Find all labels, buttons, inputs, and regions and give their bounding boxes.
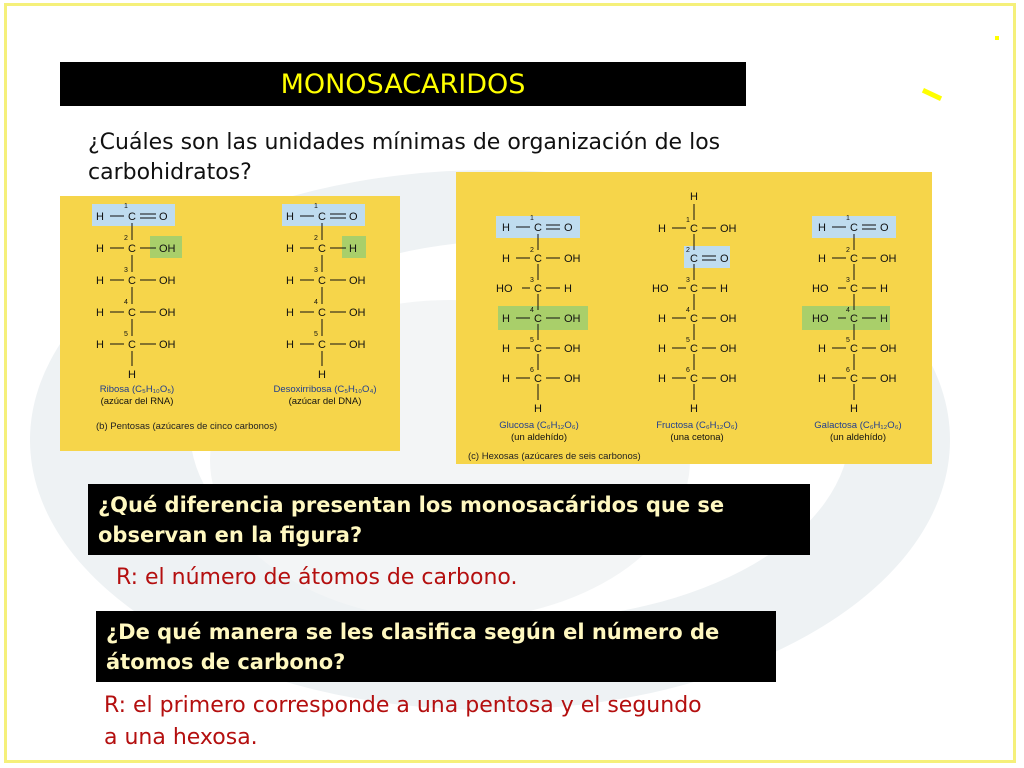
- svg-text:O: O: [720, 253, 729, 265]
- page-title: MONOSACARIDOS: [280, 68, 526, 100]
- svg-text:HO: HO: [496, 283, 513, 295]
- glucose-name: Glucosa (C₆H₁₂O₆): [499, 420, 579, 431]
- svg-text:OH: OH: [159, 275, 176, 287]
- svg-text:4: 4: [686, 307, 690, 314]
- svg-text:3: 3: [846, 277, 850, 284]
- svg-text:C: C: [850, 283, 858, 295]
- svg-text:HO: HO: [652, 283, 669, 295]
- svg-text:6: 6: [530, 367, 534, 374]
- svg-text:H: H: [286, 243, 294, 255]
- svg-text:H: H: [690, 403, 698, 415]
- svg-text:OH: OH: [720, 313, 737, 325]
- svg-text:H: H: [96, 275, 104, 287]
- svg-text:3: 3: [124, 267, 128, 274]
- svg-text:OH: OH: [880, 373, 897, 385]
- figure-hexoses: [456, 172, 932, 464]
- svg-text:OH: OH: [880, 343, 897, 355]
- svg-text:H: H: [818, 222, 826, 234]
- svg-text:3: 3: [530, 277, 534, 284]
- svg-text:H: H: [286, 275, 294, 287]
- svg-text:2: 2: [530, 247, 534, 254]
- fructose-desc: (una cetona): [670, 432, 724, 443]
- svg-text:1: 1: [124, 203, 128, 210]
- deoxyribose-desc: (azúcar del DNA): [288, 396, 362, 407]
- svg-text:H: H: [502, 253, 510, 265]
- svg-text:1: 1: [846, 215, 850, 222]
- galactose-name: Galactosa (C₆H₁₂O₆): [814, 420, 902, 431]
- svg-text:C: C: [318, 243, 326, 255]
- svg-text:C: C: [690, 283, 698, 295]
- svg-text:2: 2: [846, 247, 850, 254]
- svg-text:5: 5: [846, 337, 850, 344]
- svg-text:H: H: [286, 211, 294, 223]
- svg-text:5: 5: [686, 337, 690, 344]
- svg-text:H: H: [96, 243, 104, 255]
- svg-text:H: H: [96, 211, 104, 223]
- svg-text:H: H: [349, 243, 357, 255]
- svg-text:4: 4: [124, 299, 128, 306]
- svg-text:C: C: [534, 373, 542, 385]
- title-bar: [60, 62, 746, 106]
- svg-text:C: C: [128, 275, 136, 287]
- glucose-desc: (un aldehído): [511, 432, 567, 443]
- svg-text:H: H: [318, 369, 326, 381]
- svg-text:OH: OH: [720, 343, 737, 355]
- answer-2: R: el número de átomos de carbono.: [116, 565, 518, 590]
- svg-text:C: C: [318, 307, 326, 319]
- svg-text:H: H: [880, 283, 888, 295]
- svg-text:6: 6: [686, 367, 690, 374]
- svg-text:H: H: [818, 253, 826, 265]
- svg-text:OH: OH: [564, 343, 581, 355]
- figure-c-caption: (c) Hexosas (azúcares de seis carbonos): [468, 451, 641, 462]
- svg-text:H: H: [880, 313, 888, 325]
- svg-text:C: C: [534, 283, 542, 295]
- svg-text:OH: OH: [720, 223, 737, 235]
- galactose-desc: (un aldehído): [830, 432, 886, 443]
- svg-text:C: C: [850, 313, 858, 325]
- svg-text:5: 5: [530, 337, 534, 344]
- svg-text:5: 5: [314, 331, 318, 338]
- svg-text:C: C: [318, 211, 326, 223]
- svg-text:O: O: [159, 211, 168, 223]
- svg-text:C: C: [850, 253, 858, 265]
- svg-text:OH: OH: [349, 339, 366, 351]
- svg-text:6: 6: [846, 367, 850, 374]
- svg-text:O: O: [564, 222, 573, 234]
- svg-text:H: H: [658, 313, 666, 325]
- svg-text:C: C: [850, 343, 858, 355]
- svg-text:OH: OH: [159, 307, 176, 319]
- figure-pentoses: [60, 196, 400, 451]
- svg-text:4: 4: [314, 299, 318, 306]
- svg-text:C: C: [128, 211, 136, 223]
- svg-text:C: C: [128, 307, 136, 319]
- svg-text:4: 4: [530, 307, 534, 314]
- question-2: ¿Qué diferencia presentan los monosacáridos que se observan en la figura?: [88, 484, 810, 555]
- svg-text:C: C: [690, 343, 698, 355]
- svg-text:C: C: [534, 313, 542, 325]
- svg-text:1: 1: [314, 203, 318, 210]
- pentose-structures: [60, 196, 400, 451]
- svg-text:O: O: [880, 222, 889, 234]
- svg-text:H: H: [502, 313, 510, 325]
- svg-text:H: H: [534, 403, 542, 415]
- question-1: ¿Cuáles son las unidades mínimas de organización de los carbohidratos?: [88, 130, 721, 185]
- svg-text:H: H: [96, 307, 104, 319]
- answer-3: R: el primero corresponde a una pentosa y el segundo a una hexosa.: [104, 693, 702, 750]
- svg-text:H: H: [658, 343, 666, 355]
- svg-text:C: C: [534, 222, 542, 234]
- svg-text:H: H: [502, 373, 510, 385]
- svg-text:H: H: [850, 403, 858, 415]
- question-3: ¿De qué manera se les clasifica según el número de átomos de carbono?: [96, 611, 776, 682]
- svg-text:C: C: [690, 313, 698, 325]
- svg-text:H: H: [564, 283, 572, 295]
- svg-text:1: 1: [530, 215, 534, 222]
- svg-text:C: C: [318, 275, 326, 287]
- figure-b-caption: (b) Pentosas (azúcares de cinco carbonos): [96, 421, 278, 432]
- svg-text:C: C: [534, 253, 542, 265]
- svg-text:HO: HO: [812, 283, 829, 295]
- svg-text:2: 2: [686, 247, 690, 254]
- svg-text:H: H: [502, 343, 510, 355]
- fructose-name: Fructosa (C₆H₁₂O₆): [656, 420, 738, 431]
- svg-text:OH: OH: [564, 373, 581, 385]
- deoxyribose-name: Desoxirribosa (C₅H₁₀O₄): [273, 384, 377, 395]
- svg-text:2: 2: [124, 235, 128, 242]
- svg-text:H: H: [658, 223, 666, 235]
- svg-text:5: 5: [124, 331, 128, 338]
- svg-text:C: C: [690, 373, 698, 385]
- svg-text:C: C: [128, 243, 136, 255]
- svg-text:OH: OH: [564, 313, 581, 325]
- svg-text:3: 3: [314, 267, 318, 274]
- svg-text:H: H: [286, 307, 294, 319]
- svg-text:OH: OH: [564, 253, 581, 265]
- svg-text:C: C: [534, 343, 542, 355]
- svg-text:C: C: [850, 222, 858, 234]
- svg-text:HO: HO: [812, 313, 829, 325]
- svg-text:OH: OH: [880, 253, 897, 265]
- svg-text:O: O: [349, 211, 358, 223]
- svg-text:OH: OH: [159, 339, 176, 351]
- svg-text:H: H: [658, 373, 666, 385]
- svg-text:C: C: [690, 253, 698, 265]
- svg-text:H: H: [286, 339, 294, 351]
- svg-text:OH: OH: [720, 373, 737, 385]
- svg-text:4: 4: [846, 307, 850, 314]
- svg-text:C: C: [128, 339, 136, 351]
- svg-text:H: H: [720, 283, 728, 295]
- svg-text:H: H: [96, 339, 104, 351]
- svg-text:C: C: [690, 223, 698, 235]
- svg-text:2: 2: [314, 235, 318, 242]
- ribose-name: Ribosa (C₅H₁₀O₅): [99, 384, 175, 395]
- svg-text:OH: OH: [349, 275, 366, 287]
- svg-text:H: H: [128, 369, 136, 381]
- svg-text:H: H: [502, 222, 510, 234]
- svg-text:H: H: [690, 191, 698, 203]
- svg-text:C: C: [318, 339, 326, 351]
- ribose-desc: (azúcar del RNA): [100, 396, 174, 407]
- svg-text:3: 3: [686, 277, 690, 284]
- svg-text:H: H: [818, 373, 826, 385]
- svg-text:H: H: [818, 343, 826, 355]
- svg-text:1: 1: [686, 217, 690, 224]
- svg-text:OH: OH: [159, 243, 176, 255]
- svg-text:OH: OH: [349, 307, 366, 319]
- decoration-mark: [995, 36, 999, 40]
- svg-text:C: C: [850, 373, 858, 385]
